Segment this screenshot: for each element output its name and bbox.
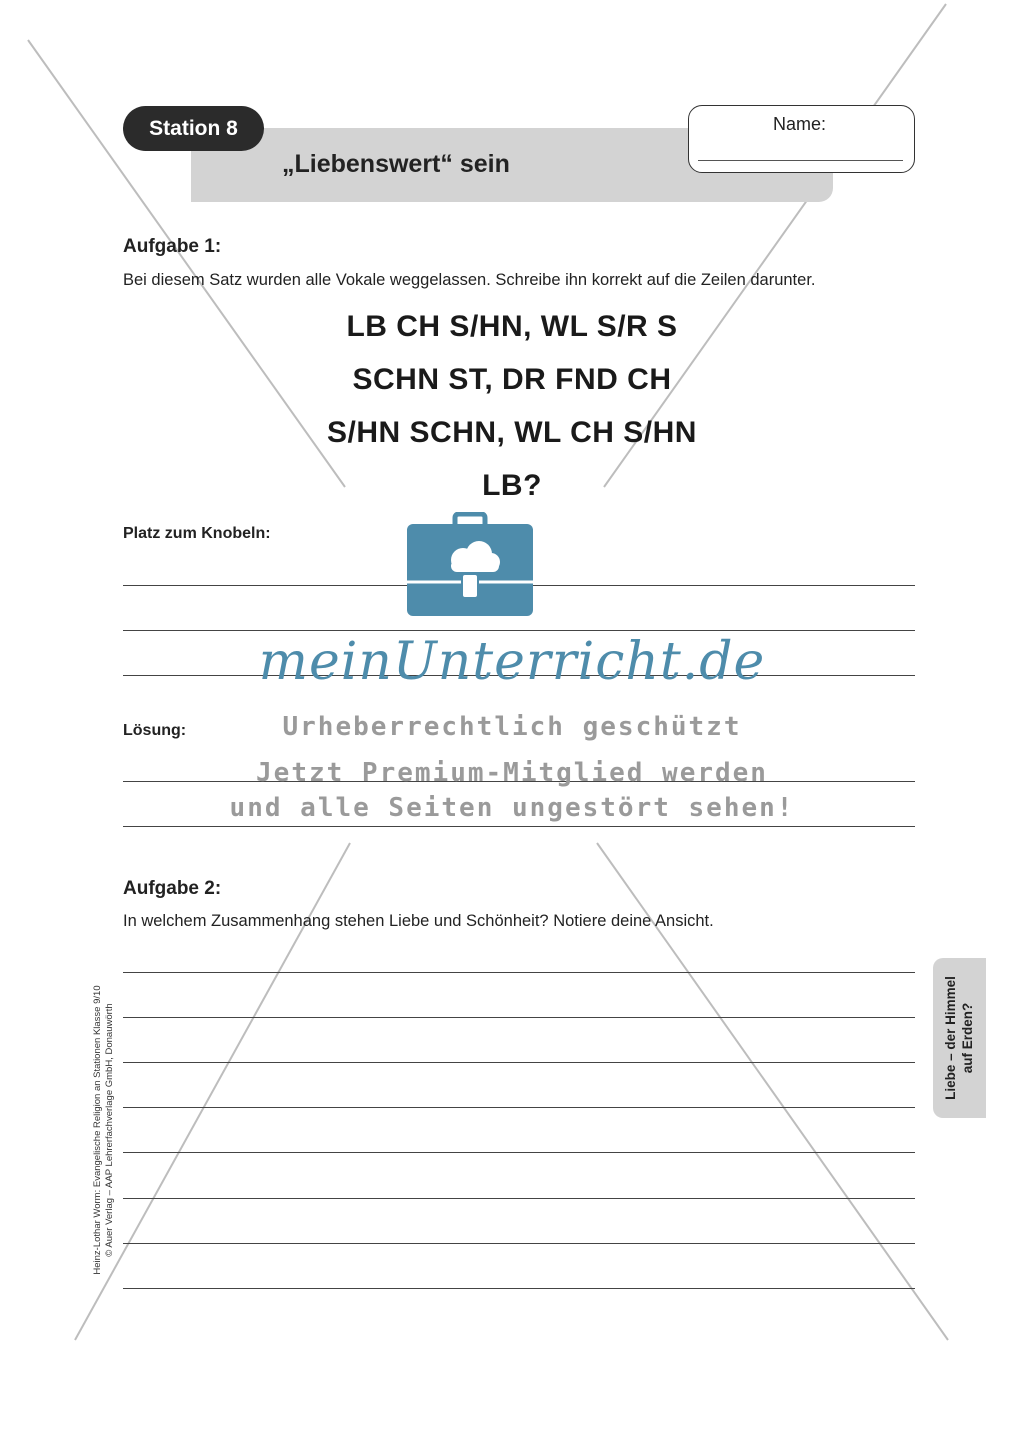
solution-label: Lösung:	[123, 722, 187, 739]
watermark-line-3: und alle Seiten ungestört sehen!	[229, 793, 795, 823]
credit-line-2: © Auer Verlag – AAP Lehrerfachverlage GmbH, Donauwörth	[104, 1003, 115, 1257]
credit-line-1: Heinz-Lothar Worm: Evangelische Religion an Stationen Klasse 9/10	[92, 985, 103, 1275]
puzzle-line-4: LB?	[482, 469, 542, 502]
publisher-credit	[92, 960, 116, 1300]
answer-line[interactable]	[123, 1107, 915, 1108]
solution-line[interactable]	[123, 826, 915, 827]
side-tab-line-1: Liebe – der Himmel	[943, 976, 958, 1100]
workspace-label: Platz zum Knobeln:	[123, 525, 271, 542]
answer-line[interactable]	[123, 1288, 915, 1289]
answer-line[interactable]	[123, 1062, 915, 1063]
task2-instruction: In welchem Zusammenhang stehen Liebe und Schönheit? Notiere deine Ansicht.	[123, 912, 714, 930]
watermark-line-1: Urheberrechtlich geschützt	[282, 712, 742, 742]
answer-line[interactable]	[123, 1152, 915, 1153]
side-tab-label	[942, 958, 976, 1118]
puzzle-line-2: SCHN ST, DR FND CH	[352, 363, 672, 396]
task1-instruction: Bei diesem Satz wurden alle Vokale weggelassen. Schreibe ihn korrekt auf die Zeilen darunter.	[123, 271, 816, 289]
page-title: „Liebenswert“ sein	[282, 150, 510, 178]
name-label: Name:	[773, 114, 827, 134]
puzzle-line-1: LB CH S/HN, WL S/R S	[346, 310, 678, 343]
answer-line[interactable]	[123, 1017, 915, 1018]
side-tab-line-2: auf Erden?	[960, 1002, 975, 1074]
answer-line[interactable]	[123, 972, 915, 973]
name-write-line[interactable]	[698, 160, 903, 161]
task1-heading: Aufgabe 1:	[123, 236, 222, 257]
workspace-line[interactable]	[123, 630, 915, 631]
puzzle-line-3: S/HN SCHN, WL CH S/HN	[327, 416, 697, 449]
watermark-line-2: Jetzt Premium-Mitglied werden	[256, 758, 768, 788]
answer-line[interactable]	[123, 1198, 915, 1199]
answer-line[interactable]	[123, 1243, 915, 1244]
watermark-brand: meinUnterricht.de	[258, 632, 766, 692]
task2-heading: Aufgabe 2:	[123, 878, 222, 899]
station-badge: Station 8	[123, 106, 264, 151]
briefcase-cloud-icon	[405, 512, 535, 618]
